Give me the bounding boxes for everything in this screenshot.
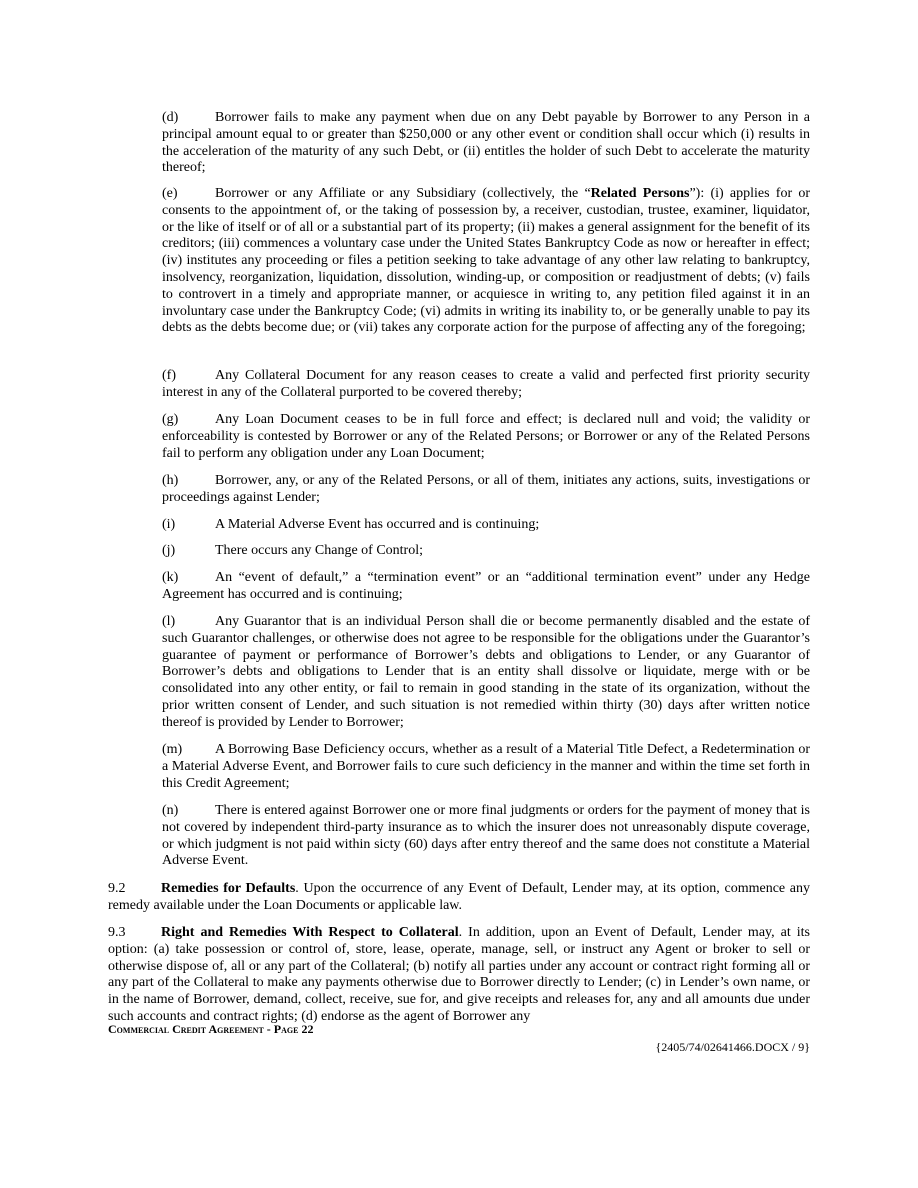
clause-n [162,803,810,870]
clause-text: There is entered against Borrower one or more final judgments or orders for the payment of money that is not covered by independent third-party insurance as to which the insurer does not unreasonably dispute coverage, or which judgment is not paid within sicty (60) days after entry thereof and the same does not constitute a Material Adverse Event. [162,803,810,869]
clause-label: (l) [162,614,176,629]
clause-d [162,110,810,177]
section-heading: Remedies for Defaults [161,881,296,896]
clause-text: A Material Adverse Event has occurred and is continuing; [215,517,540,532]
clause-m [162,742,810,792]
section-number: 9.3 [108,925,126,940]
clause-text: Borrower fails to make any payment when due on any Debt payable by Borrower to any Person in a principal amount equal to or greater than $250,000 or any other event or condition shall occur which (i) results in the acceleration of the maturity of any such Debt, or (ii) entitles the holder of such Debt to accelerate the maturity thereof; [162,110,810,176]
clause-label: (i) [162,517,176,532]
clause-h [162,473,810,507]
clause-label: (k) [162,570,179,585]
clause-text: Any Loan Document ceases to be in full force and effect; is declared null and void; the validity or enforceability is contested by Borrower or any of the Related Persons; or Borrower or any of the Related Persons fail to perform any obligation under any Loan Document; [162,412,810,461]
clause-label: (f) [162,368,176,383]
clause-k [162,570,810,604]
section-text: . Upon the occurrence of any Event of Default, Lender may, at its option, commence any remedy available under the Loan Documents or applicable law. [108,881,811,913]
defined-term: Related Persons [590,186,690,201]
clause-label: (h) [162,473,179,488]
clause-l [162,614,810,732]
clause-text: A Borrowing Base Deficiency occurs, whether as a result of a Material Title Defect, a Redetermination or a Material Adverse Event, and Borrower fails to cure such deficiency in the manner and within the time set forth in this Credit Agreement; [162,742,810,791]
clause-g [162,412,810,462]
clause-text: Any Collateral Document for any reason ceases to create a valid and perfected first priority security interest in any of the Collateral purported to be covered thereby; [162,368,810,400]
section-9-2 [108,881,810,915]
clause-text: Any Guarantor that is an individual Person shall die or become permanently disabled and the estate of such Guarantor challenges, or otherwise does not agree to be responsible for the obligations under the Guarantor’s guarantee of payment or performance of Borrower’s debts and obligations to Lender, or any Guarantor of Borrower’s debts and obligations to Lender that is an entity shall dissolve or liquidate, merge with or be consolidated into any other entity, or fail to remain in good standing in the state of its organization, without the prior written consent of Lender, and such situation is not remedied within thirty (30) days after written notice thereof is provided by Lender to Borrower; [162,614,810,730]
footer-title: Commercial Credit Agreement - Page 22 [108,1022,314,1036]
clause-j [162,543,810,560]
clause-label: (g) [162,412,179,427]
clause-label: (m) [162,742,183,757]
clause-label: (n) [162,803,179,818]
clause-i [162,517,810,534]
section-9-3 [108,925,810,1026]
clause-text: ”): (i) applies for or consents to the appointment of, or the taking of possession by, a receiver, custodian, trustee, examiner, liquidator, or the like of itself or of all or a substantial part of its property; (ii) makes a general assignment for the benefit of its creditors; (iii) commences a voluntary case under the United States Bankruptcy Code as now or hereafter in effect; (iv) institutes any proceeding or files a petition seeking to take advantage of any other law relating to bankruptcy, insolvency, reorganization, liquidation, dissolution, winding-up, or composition or readjustment of debts; (v) fails to controvert in a timely and appropriate manner, or acquiesce in writing to, any petition filed against it in an involuntary case under the Bankruptcy Code; (vi) admits in writing its inability to, or be generally unable to pay its debts as the debts become due; or (vii) takes any corporate action for the purpose of affecting any of the foregoing; [162,186,811,336]
clause-label: (e) [162,186,178,201]
clause-text: There occurs any Change of Control; [215,543,423,558]
section-text: . In addition, upon an Event of Default, Lender may, at its option: (a) take possession or control of, store, lease, operate, manage, sell, or instruct any Agent or broker to sell or otherwise dispose of, all or any part of the Collateral; (b) notify all parties under any account or contract right forming all or any part of the Collateral to make any payments otherwise due to Borrower directly to Lender; (c) in Lender’s own name, or in the name of Borrower, demand, collect, receive, sue for, and give receipts and releases for, any and all amounts due under such accounts and contract rights; (d) endorse as the agent of Borrower any [108,925,810,1024]
clause-e [162,186,810,337]
footer-doc-id: {2405/74/02641466.DOCX / 9} [655,1040,810,1054]
clause-f [162,368,810,402]
clause-text: Borrower, any, or any of the Related Persons, or all of them, initiates any actions, suits, investigations or proceedings against Lender; [162,473,810,505]
clause-label: (d) [162,110,179,125]
section-heading: Right and Remedies With Respect to Collateral [161,925,459,940]
clause-text: An “event of default,” a “termination event” or an “additional termination event” under any Hedge Agreement has occurred and is continuing; [162,570,810,602]
clause-text: Borrower or any Affiliate or any Subsidiary (collectively, the “ [215,186,591,201]
section-number: 9.2 [108,881,126,896]
clause-label: (j) [162,543,176,558]
